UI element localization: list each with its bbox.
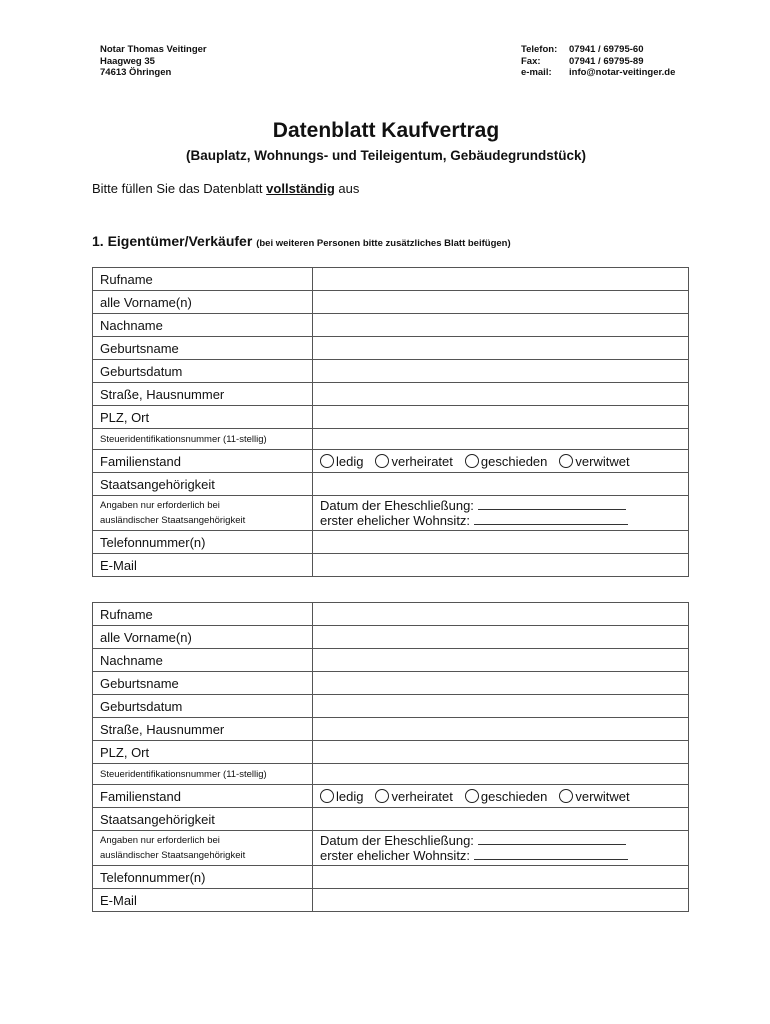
nachname-input[interactable] bbox=[313, 314, 689, 337]
steuer-id-input[interactable] bbox=[313, 429, 689, 450]
familienstand-options bbox=[313, 785, 689, 808]
row-steuer-id bbox=[93, 429, 689, 450]
field-label: Nachname bbox=[93, 314, 313, 337]
phone-value: 07941 / 69795-60 bbox=[569, 44, 644, 55]
radio-geschieden[interactable] bbox=[465, 454, 548, 469]
field-label: PLZ, Ort bbox=[93, 406, 313, 429]
notary-address bbox=[100, 44, 207, 79]
nachname-input[interactable] bbox=[313, 649, 689, 672]
field-label: Steueridentifikationsnummer (11-stellig) bbox=[93, 764, 313, 785]
radio-label: verheiratet bbox=[391, 453, 453, 469]
field-label: E-Mail bbox=[93, 554, 313, 577]
eheschliessung-label: Datum der Eheschließung: bbox=[320, 498, 474, 513]
plz-ort-input[interactable] bbox=[313, 406, 689, 429]
field-label: Rufname bbox=[93, 268, 313, 291]
field-label: Straße, Hausnummer bbox=[93, 718, 313, 741]
radio-circle-icon[interactable] bbox=[559, 454, 573, 468]
telefon-input[interactable] bbox=[313, 866, 689, 889]
section-note: (bei weiteren Personen bitte zusätzliches Blatt beifügen) bbox=[256, 238, 511, 249]
field-label: PLZ, Ort bbox=[93, 741, 313, 764]
wohnsitz-label: erster ehelicher Wohnsitz: bbox=[320, 848, 471, 863]
row-staatsangehoerigkeit bbox=[93, 473, 689, 496]
radio-circle-icon[interactable] bbox=[320, 789, 334, 803]
geburtsname-input[interactable] bbox=[313, 672, 689, 695]
instruction-text bbox=[92, 181, 359, 196]
radio-label: ledig bbox=[336, 453, 364, 469]
phone-label: Telefon: bbox=[521, 44, 558, 55]
person-table-1 bbox=[92, 267, 689, 577]
familienstand-options bbox=[313, 450, 689, 473]
row-staatsangehoerigkeit bbox=[93, 808, 689, 831]
marriage-details bbox=[313, 496, 689, 531]
field-label: Nachname bbox=[93, 649, 313, 672]
radio-label: ledig bbox=[336, 788, 364, 804]
field-label: Telefonnummer(n) bbox=[93, 866, 313, 889]
instruction-after: aus bbox=[334, 181, 360, 196]
wohnsitz-input[interactable] bbox=[474, 515, 628, 525]
field-label: Steueridentifikationsnummer (11-stellig) bbox=[93, 429, 313, 450]
wohnsitz-label: erster ehelicher Wohnsitz: bbox=[320, 513, 471, 528]
angaben-label bbox=[93, 496, 313, 531]
radio-ledig[interactable] bbox=[320, 454, 363, 469]
field-label: Geburtsname bbox=[93, 337, 313, 360]
radio-circle-icon[interactable] bbox=[465, 454, 479, 468]
row-vornamen bbox=[93, 626, 689, 649]
row-geburtsdatum bbox=[93, 695, 689, 718]
field-label: Familienstand bbox=[93, 785, 313, 808]
row-angaben bbox=[93, 831, 689, 866]
rufname-input[interactable] bbox=[313, 603, 689, 626]
wohnsitz-input[interactable] bbox=[474, 850, 628, 860]
row-nachname bbox=[93, 314, 689, 337]
geburtsdatum-input[interactable] bbox=[313, 695, 689, 718]
email-label: e-mail: bbox=[521, 67, 552, 78]
vornamen-input[interactable] bbox=[313, 291, 689, 314]
row-familienstand bbox=[93, 450, 689, 473]
radio-label: verwitwet bbox=[575, 788, 630, 804]
row-email bbox=[93, 889, 689, 912]
row-strasse bbox=[93, 383, 689, 406]
email-input[interactable] bbox=[313, 889, 689, 912]
row-email bbox=[93, 554, 689, 577]
row-plz-ort bbox=[93, 406, 689, 429]
field-label: Staatsangehörigkeit bbox=[93, 473, 313, 496]
row-plz-ort bbox=[93, 741, 689, 764]
row-geburtsname bbox=[93, 337, 689, 360]
eheschliessung-input[interactable] bbox=[478, 835, 626, 845]
angaben-line: Angaben nur erforderlich bei bbox=[100, 500, 220, 511]
instruction-emphasis: vollständig bbox=[266, 181, 335, 196]
field-label: E-Mail bbox=[93, 889, 313, 912]
radio-verwitwet[interactable] bbox=[559, 789, 629, 804]
field-label: alle Vorname(n) bbox=[93, 291, 313, 314]
steuer-id-input[interactable] bbox=[313, 764, 689, 785]
radio-label: verheiratet bbox=[391, 788, 453, 804]
field-label: Straße, Hausnummer bbox=[93, 383, 313, 406]
radio-label: verwitwet bbox=[575, 453, 630, 469]
row-telefon bbox=[93, 531, 689, 554]
radio-verwitwet[interactable] bbox=[559, 454, 629, 469]
staatsangehoerigkeit-input[interactable] bbox=[313, 473, 689, 496]
radio-circle-icon[interactable] bbox=[465, 789, 479, 803]
angaben-line: Angaben nur erforderlich bei bbox=[100, 835, 220, 846]
radio-verheiratet[interactable] bbox=[375, 454, 452, 469]
document-title: Datenblatt Kaufvertrag bbox=[272, 119, 500, 142]
email-value: info@notar-veitinger.de bbox=[569, 67, 676, 78]
field-label: Geburtsdatum bbox=[93, 695, 313, 718]
radio-circle-icon[interactable] bbox=[559, 789, 573, 803]
email-input[interactable] bbox=[313, 554, 689, 577]
row-vornamen bbox=[93, 291, 689, 314]
row-nachname bbox=[93, 649, 689, 672]
radio-geschieden[interactable] bbox=[465, 789, 548, 804]
plz-ort-input[interactable] bbox=[313, 741, 689, 764]
eheschliessung-label: Datum der Eheschließung: bbox=[320, 833, 474, 848]
angaben-line: ausländischer Staatsangehörigkeit bbox=[100, 515, 246, 526]
eheschliessung-input[interactable] bbox=[478, 500, 626, 510]
rufname-input[interactable] bbox=[313, 268, 689, 291]
field-label: Rufname bbox=[93, 603, 313, 626]
field-label: Telefonnummer(n) bbox=[93, 531, 313, 554]
section-heading bbox=[92, 233, 511, 249]
field-label: Geburtsdatum bbox=[93, 360, 313, 383]
staatsangehoerigkeit-input[interactable] bbox=[313, 808, 689, 831]
row-geburtsdatum bbox=[93, 360, 689, 383]
field-label: Geburtsname bbox=[93, 672, 313, 695]
strasse-input[interactable] bbox=[313, 718, 689, 741]
radio-label: geschieden bbox=[480, 453, 548, 469]
row-angaben bbox=[93, 496, 689, 531]
section-title: 1. Eigentümer/Verkäufer bbox=[92, 233, 253, 249]
row-familienstand bbox=[93, 785, 689, 808]
radio-label: geschieden bbox=[480, 788, 548, 804]
notary-city: 74613 Öhringen bbox=[100, 67, 172, 78]
radio-circle-icon[interactable] bbox=[375, 454, 389, 468]
strasse-input[interactable] bbox=[313, 383, 689, 406]
fax-label: Fax: bbox=[521, 55, 541, 67]
notary-name: Notar Thomas Veitinger bbox=[100, 44, 207, 55]
row-rufname bbox=[93, 603, 689, 626]
fax-value: 07941 / 69795-89 bbox=[569, 55, 644, 67]
instruction-before: Bitte füllen Sie das Datenblatt bbox=[92, 181, 267, 196]
row-rufname bbox=[93, 268, 689, 291]
notary-contact bbox=[521, 44, 675, 79]
field-label: Familienstand bbox=[93, 450, 313, 473]
row-geburtsname bbox=[93, 672, 689, 695]
radio-circle-icon[interactable] bbox=[320, 454, 334, 468]
telefon-input[interactable] bbox=[313, 531, 689, 554]
geburtsdatum-input[interactable] bbox=[313, 360, 689, 383]
person-table-2 bbox=[92, 602, 689, 912]
notary-street: Haagweg 35 bbox=[100, 55, 155, 67]
radio-ledig[interactable] bbox=[320, 789, 363, 804]
document-subtitle: (Bauplatz, Wohnungs- und Teileigentum, Gebäudegrundstück) bbox=[186, 148, 586, 163]
row-telefon bbox=[93, 866, 689, 889]
field-label: Staatsangehörigkeit bbox=[93, 808, 313, 831]
row-strasse bbox=[93, 718, 689, 741]
angaben-label bbox=[93, 831, 313, 866]
angaben-line: ausländischer Staatsangehörigkeit bbox=[100, 850, 246, 861]
vornamen-input[interactable] bbox=[313, 626, 689, 649]
row-steuer-id bbox=[93, 764, 689, 785]
geburtsname-input[interactable] bbox=[313, 337, 689, 360]
radio-circle-icon[interactable] bbox=[375, 789, 389, 803]
field-label: alle Vorname(n) bbox=[93, 626, 313, 649]
marriage-details bbox=[313, 831, 689, 866]
radio-verheiratet[interactable] bbox=[375, 789, 452, 804]
